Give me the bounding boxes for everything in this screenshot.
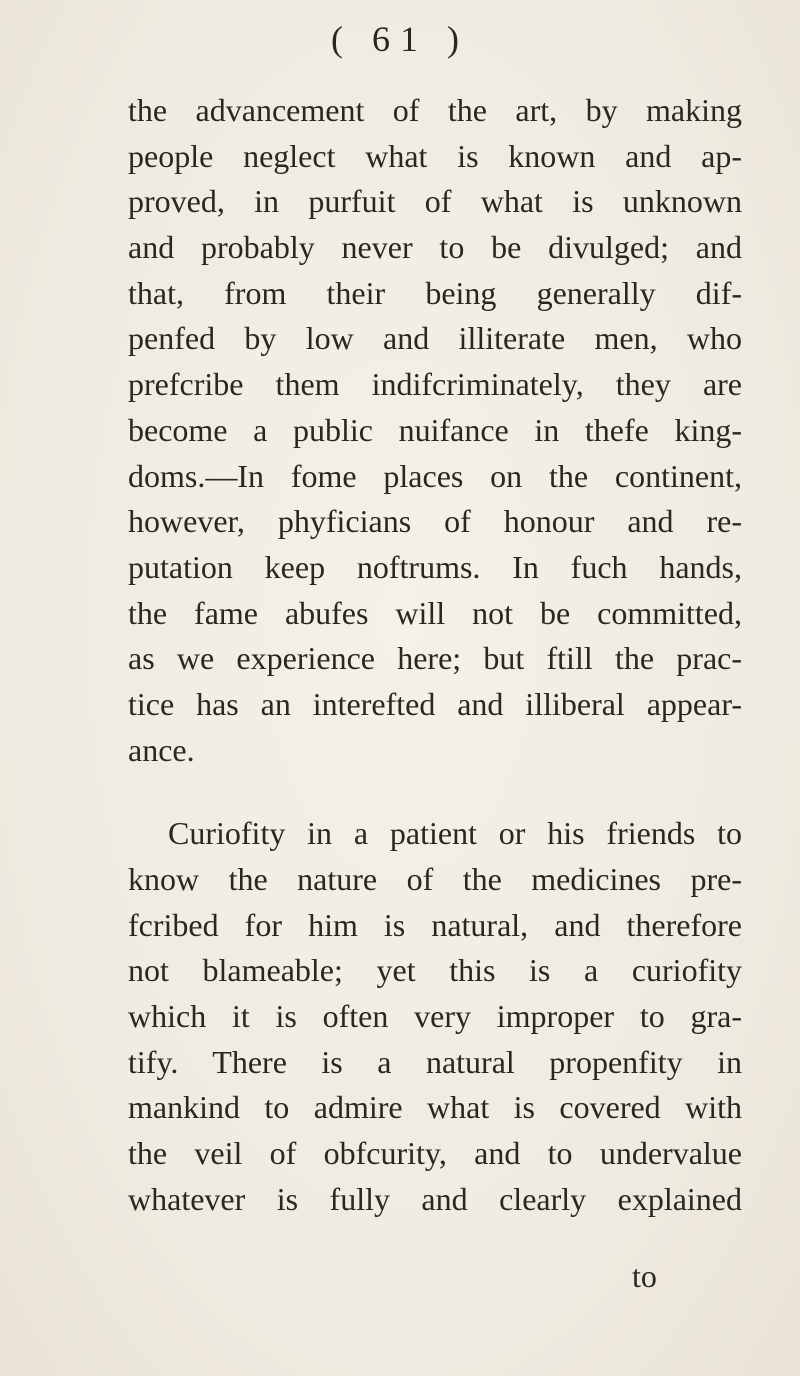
page-number: ( 61 ) <box>331 19 469 59</box>
body-text <box>128 88 742 1223</box>
text-line: become a public nuifance in thefe king- <box>128 411 742 448</box>
text-line: tice has an interefted and illiberal appear- <box>128 685 742 722</box>
text-line: people neglect what is known and ap- <box>128 137 742 174</box>
text-line: ance. <box>128 731 195 768</box>
text-line: which it is often very improper to gra- <box>128 998 742 1035</box>
text-line: prefcribe them indifcriminately, they are <box>128 366 742 403</box>
text-line: fcribed for him is natural, and therefore <box>128 906 742 943</box>
paragraph-1 <box>128 88 742 773</box>
text-line: penfed by low and illiterate men, who <box>128 320 742 357</box>
text-line: know the nature of the medicines pre- <box>128 861 742 897</box>
paragraph-2 <box>128 811 742 1222</box>
text-line: the veil of obfcurity, and to undervalue <box>128 1135 742 1172</box>
text-line: Curiofity in a patient or his friends to <box>168 815 742 852</box>
paragraph-gap <box>128 773 742 811</box>
text-line: mankind to admire what is covered with <box>128 1089 742 1126</box>
text-line: not blameable; yet this is a curiofity <box>128 952 742 989</box>
text-line: and probably never to be divulged; and <box>128 229 742 266</box>
catchword: to <box>632 1258 657 1294</box>
text-line: doms.—In fome places on the continent, <box>128 457 742 494</box>
text-line: as we experience here; but ftill the prac- <box>128 640 742 677</box>
text-line: the advancement of the art, by making <box>128 92 742 128</box>
text-line: putation keep noftrums. In fuch hands, <box>128 548 742 585</box>
text-line: however, phyficians of honour and re- <box>128 503 742 540</box>
text-line: whatever is fully and clearly explained <box>128 1180 742 1217</box>
text-line: tify. There is a natural propenfity in <box>128 1043 742 1080</box>
text-line: that, from their being generally dif- <box>128 274 742 311</box>
text-line: the fame abufes will not be committed, <box>128 594 742 631</box>
text-line: proved, in purfuit of what is unknown <box>128 183 742 220</box>
